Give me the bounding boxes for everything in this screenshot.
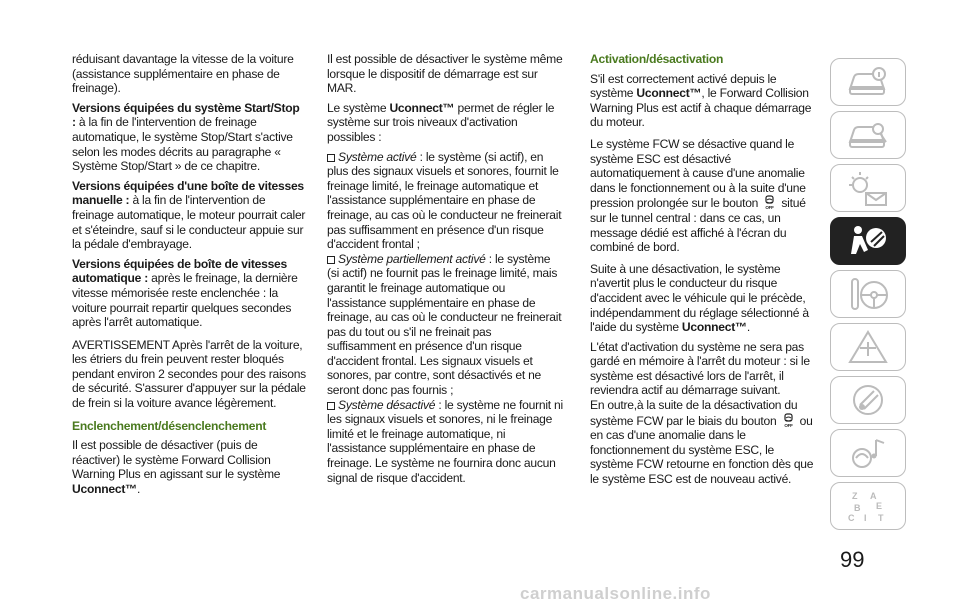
paragraph-text: Il est possible de désactiver le système même lorsque le dispositif de démarrage est sur MAR. [327, 52, 563, 96]
paragraph-text: . [746, 320, 750, 335]
paragraph-text: Il est possible de désactiver (puis de réactiver) le système Forward Collision Warning Plus en agissant sur le système [72, 438, 281, 482]
lights-warning-icon [846, 169, 890, 207]
paragraph-text: permet de régler le système sur trois niveaux d'activation possibles : [327, 100, 555, 144]
svg-text:A: A [870, 491, 877, 501]
tab-car-info[interactable] [830, 58, 906, 106]
tab-index[interactable] [830, 482, 906, 530]
option-text: : le système ne fournit ni les signaux visuels et sonores, ni le freinage limité et le freinage automatique, ni l'assistance supplémentaire en phase de freinage. Le système ne fournira donc aucun signal de risque d'accident. [327, 397, 563, 485]
option-item [327, 150, 563, 252]
paragraph-text: à la fin de l'intervention de freinage automatique, le système Stop/Start s'active selon les modes décrits au paragraphe « Système Stop/Start » de ce chapitre. [72, 115, 293, 174]
option-item [327, 252, 563, 398]
bold-lead: Versions équipées de boîte de vitesses automatique : [72, 256, 288, 286]
paragraph [590, 398, 820, 487]
chapter-tabs [830, 58, 906, 535]
checkbox-square-icon [327, 154, 335, 162]
tab-multimedia[interactable] [830, 429, 906, 477]
paragraph [72, 179, 306, 252]
option-item [327, 398, 563, 486]
paragraph-text: situé sur le tunnel central : dans ce cas, un message dédié est affiché à l'écran du combiné de bord. [590, 196, 806, 255]
paragraph-text: Le système [327, 100, 390, 115]
esc-off-button-icon [763, 195, 776, 210]
car-key-icon [846, 116, 890, 154]
paragraph [327, 52, 563, 96]
option-text: : le système (si actif) ne fournit pas le freinage limité, mais garantit le freinage automatique ou l'assistance supplémentaire en phase de freinage, au cas où le conducteur ne freinerait pas du tout ou s'il ne freinait pas suffisamment en présence d'un risque d'accident frontal. Les signaux visuels et sonores, par contre, sont désactivés et ne seront donc pas fournis ; [327, 251, 562, 398]
section-heading: Activation/désactivation [590, 52, 724, 66]
column-right [590, 52, 820, 492]
checkbox-square-icon [327, 402, 335, 410]
car-service-icon [846, 381, 890, 419]
paragraph-text: Suite à une désactivation, le système n'avertit plus le conducteur du risque d'accident avec le véhicule qui le précède, indépendamment du réglage sélectionné à l'aide du système [590, 261, 809, 335]
paragraph-text: après le freinage, la dernière vitesse mémorisée reste enclenchée : la voiture pourrait repartir quelques secondes après l'arrêt automatique. [72, 271, 298, 330]
option-title: Système activé [338, 149, 417, 164]
svg-text:OFF: OFF [783, 422, 793, 428]
multimedia-icon [846, 434, 890, 472]
column-left [72, 52, 306, 502]
tab-car-service[interactable] [830, 376, 906, 424]
paragraph-text: , le Forward Collision Warning Plus est actif à chaque démarrage du moteur. [590, 86, 812, 130]
paragraph-text: ou en cas d'une anomalie dans le fonctionnement du système ESC, le système FCW retourne en fonction dès que le système ESC est de nouveau activé. [590, 413, 814, 487]
column-middle [327, 52, 563, 485]
emergency-icon [846, 328, 890, 366]
warning-paragraph [72, 338, 306, 411]
tab-emergency[interactable] [830, 323, 906, 371]
paragraph-text: S'il est correctement activé depuis le système [590, 71, 777, 101]
svg-text:C: C [848, 513, 855, 523]
paragraph-text: En outre,à la suite de la désactivation du système FCW par le biais du bouton [590, 398, 798, 428]
car-info-icon [846, 63, 890, 101]
bold-term: Uconnect™ [72, 482, 137, 497]
svg-text:Z: Z [852, 491, 858, 501]
esc-off-button-icon [782, 413, 795, 428]
paragraph [72, 52, 306, 96]
bold-lead: Versions équipées d'une boîte de vitesses manuelle : [72, 178, 304, 208]
bold-term: Uconnect™ [389, 100, 455, 115]
paragraph [590, 340, 820, 398]
page-number: 99 [840, 547, 865, 572]
svg-text:B: B [854, 503, 861, 513]
paragraph [72, 101, 306, 174]
safety-airbag-icon [846, 222, 890, 260]
steering-wheel-icon [846, 275, 890, 313]
tab-safety[interactable] [830, 217, 906, 265]
tab-steering-wheel[interactable] [830, 270, 906, 318]
section-heading: Enclenchement/désenclenchement [72, 418, 267, 433]
svg-text:E: E [876, 501, 883, 511]
option-title: Système désactivé [338, 397, 436, 412]
bold-term: Uconnect™ [681, 320, 747, 335]
paragraph [327, 101, 563, 145]
punctuation: . [136, 482, 141, 497]
bold-term: Uconnect™ [636, 86, 702, 101]
paragraph [590, 72, 820, 130]
paragraph-text: Le système FCW se désactive quand le système ESC est désactivé automatiquement à cause d'une anomalie dans le fonctionnement ou à la suite d'une pression prolongée sur le bouton [590, 136, 806, 211]
svg-text:T: T [878, 513, 884, 523]
paragraph [590, 262, 820, 335]
paragraph [72, 438, 306, 496]
tab-car-key[interactable] [830, 111, 906, 159]
svg-text:OFF: OFF [765, 205, 774, 211]
option-text: : le système (si actif), en plus des signaux visuels et sonores, fournit le freinage limité, le freinage automatique et l'assistance supplémentaire en phase de freinage, au cas où le conducteur ne freinerait pas suffisamment en présence d'un risque d'accident frontal ; [327, 149, 562, 252]
tab-lights-warning[interactable] [830, 164, 906, 212]
paragraph-text: réduisant davantage la vitesse de la voiture (assistance supplémentaire en phase de freinage). [72, 52, 294, 96]
bold-lead: Versions équipées du système Start/Stop : [72, 100, 300, 130]
paragraph [72, 257, 306, 330]
paragraph-text: L'état d'activation du système ne sera pas gardé en mémoire à l'arrêt du moteur : si le système est désactivé lors de l'arrêt, il reviendra actif au démarrage suivant. [590, 339, 810, 398]
paragraph-text: AVERTISSEMENT Après l'arrêt de la voiture, les étriers du frein peuvent rester bloqués pendant environ 2 secondes pour des raisons de sécurité. S'assurer d'appuyer sur la pédale de frein si la voiture avance légèrement. [72, 337, 306, 411]
paragraph-text: à la fin de l'intervention de freinage automatique, le moteur pourrait caler et s'éteindre, sauf si le conducteur appuie sur la pédale d'embrayage. [72, 193, 306, 252]
index-letters-icon [846, 487, 890, 525]
option-title: Système partiellement activé [338, 251, 486, 266]
svg-text:I: I [864, 513, 867, 523]
checkbox-square-icon [327, 256, 335, 264]
paragraph [590, 137, 820, 255]
watermark: carmanualsonline.info [520, 584, 711, 603]
